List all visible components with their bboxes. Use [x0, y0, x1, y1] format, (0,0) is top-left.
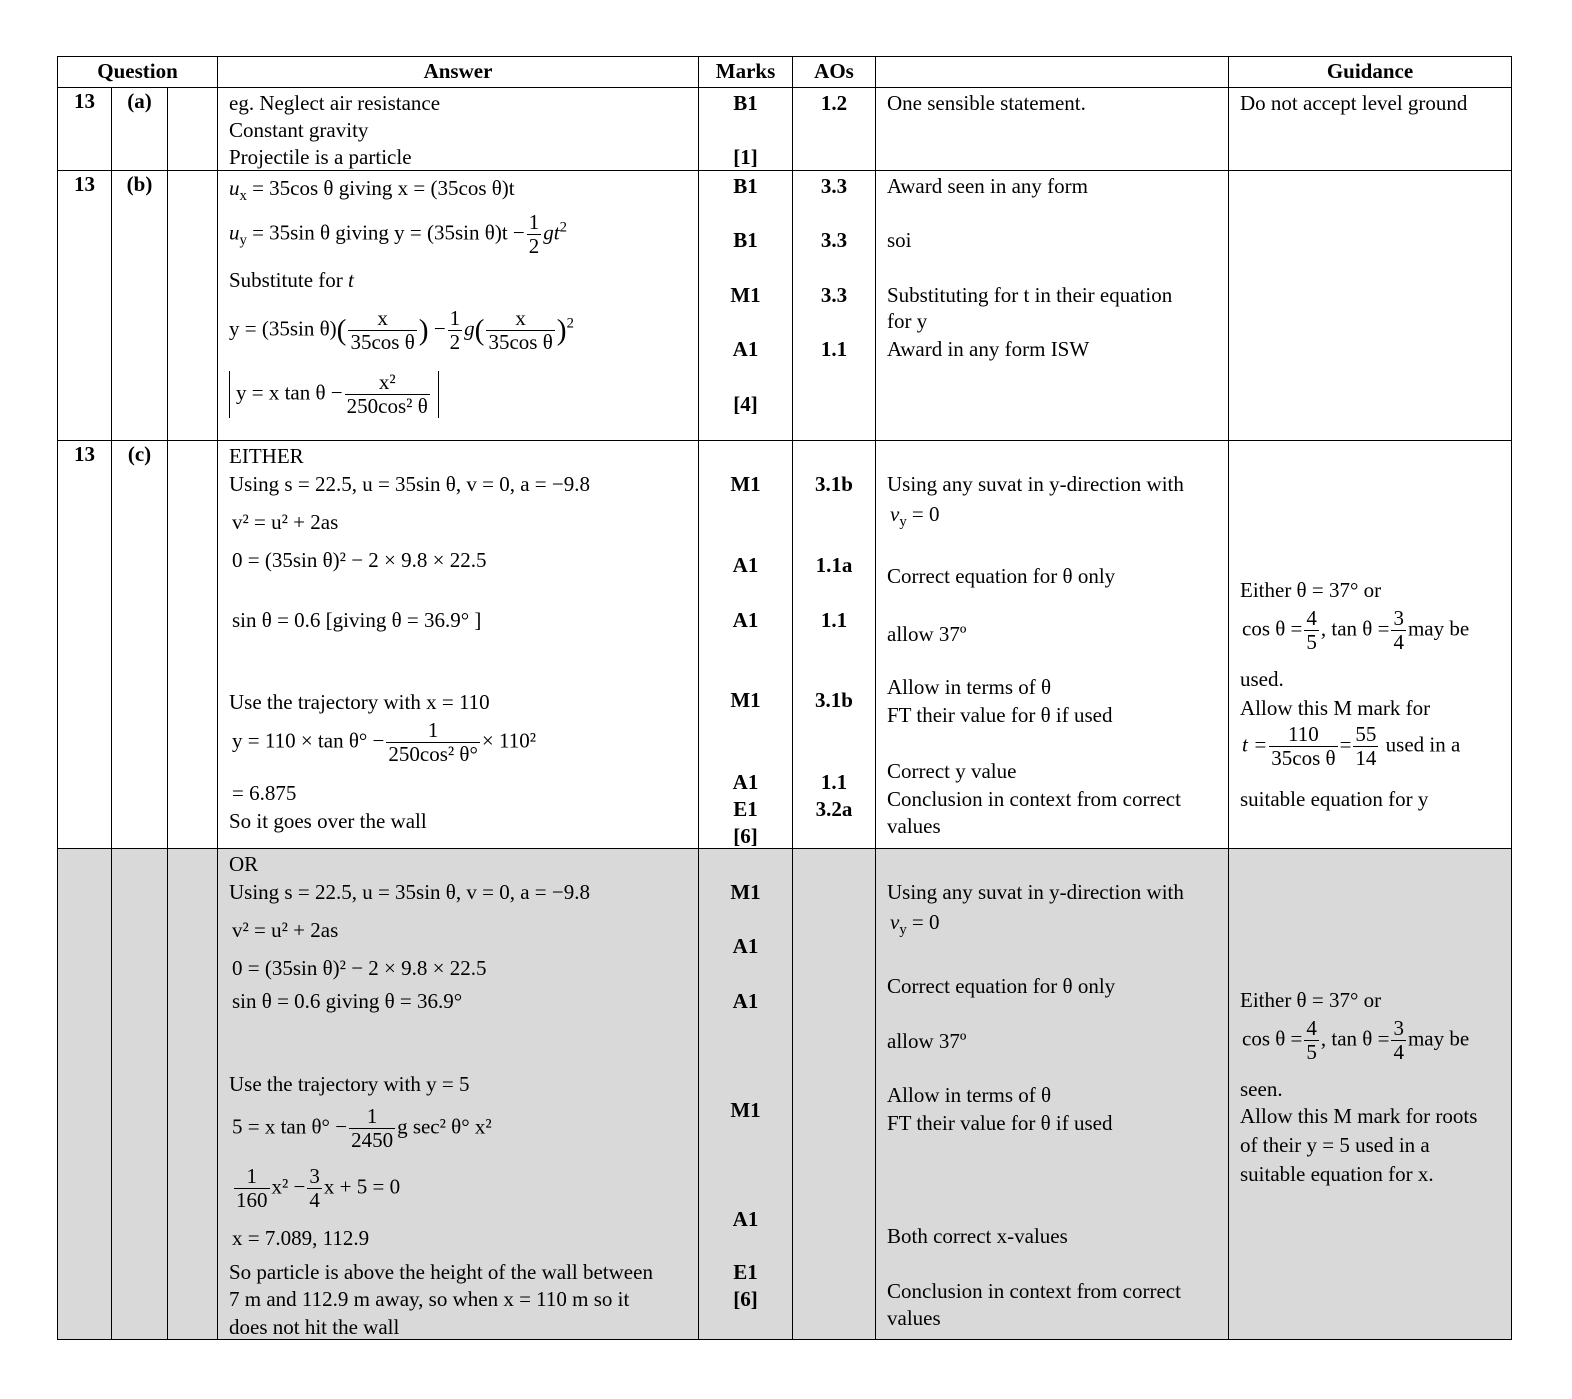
mark: A1 — [732, 770, 759, 794]
guidance: cos θ = $\frac{4}{5}$ , tan θ = $\frac{3}{4}$ may be — [1242, 1016, 1470, 1065]
answer-line: OR — [229, 852, 259, 876]
answer-line: 5 = x tan θ° − $\frac{1}{2450}$ g sec² θ° x² — [232, 1104, 492, 1153]
comment-cell — [876, 441, 1229, 849]
comment: Conclusion in context from correct — [887, 787, 1181, 811]
mark: A1 — [732, 553, 759, 577]
guidance: Either θ = 37° or — [1240, 578, 1382, 602]
answer-line: sin θ = 0.6 giving θ = 36.9° — [232, 989, 463, 1013]
header-question: Question — [58, 57, 218, 88]
comment: Allow in terms of θ — [887, 1083, 1052, 1107]
answer-line: Using s = 22.5, u = 35sin θ, v = 0, a = −9.8 — [229, 880, 590, 904]
mark: A1 — [732, 934, 759, 958]
guidance: Do not accept level ground — [1240, 91, 1468, 115]
answer-line: does not hit the wall — [229, 1315, 400, 1339]
ao: 3.3 — [820, 228, 848, 252]
guidance: suitable equation for x. — [1240, 1162, 1434, 1186]
comment: soi — [887, 228, 912, 252]
mark: E1 — [733, 797, 758, 821]
guidance-cell — [1229, 849, 1512, 1340]
aos-cell — [793, 849, 876, 1340]
answer-line: v² = u² + 2as — [232, 510, 339, 534]
answer-cell — [218, 88, 699, 171]
mark-total: [6] — [733, 824, 758, 848]
mark: M1 — [730, 472, 761, 496]
comment: Award in any form ISW — [887, 337, 1090, 361]
question-subpart — [168, 88, 218, 171]
row-13c-or — [58, 849, 1512, 1340]
ao: 3.1b — [815, 472, 853, 496]
guidance: seen. — [1240, 1077, 1283, 1101]
mark: B1 — [733, 174, 758, 198]
marks-cell — [699, 171, 793, 441]
answer-cell — [218, 441, 699, 849]
answer-line: Using s = 22.5, u = 35sin θ, v = 0, a = −9.8 — [229, 472, 590, 496]
answer-line: 0 = (35sin θ)² − 2 × 9.8 × 22.5 — [232, 956, 487, 980]
comment: FT their value for θ if used — [887, 1111, 1113, 1135]
comment: Both correct x-values — [887, 1224, 1068, 1248]
question-number — [58, 849, 112, 1340]
comment: values — [887, 814, 941, 838]
mark: E1 — [733, 1260, 758, 1284]
mark: B1 — [733, 91, 758, 115]
answer-line: $u_x = 35\cos$ θ giving x = (35cos θ)t — [229, 176, 515, 205]
answer-line: EITHER — [229, 444, 304, 468]
answer-cell — [218, 171, 699, 441]
ao: 3.2a — [815, 797, 853, 821]
guidance: Allow this M mark for — [1240, 696, 1431, 720]
ao: 1.2 — [820, 91, 848, 115]
guidance: cos θ = $\frac{4}{5}$ , tan θ = $\frac{3}{4}$ may be — [1242, 606, 1470, 655]
guidance-cell — [1229, 171, 1512, 441]
comment-cell — [876, 849, 1229, 1340]
question-number: 13 — [58, 88, 112, 171]
comment: allow 37º — [887, 1029, 967, 1053]
guidance: of their y = 5 used in a — [1240, 1133, 1430, 1157]
comment: $v_y = 0$ — [890, 910, 940, 939]
mark: B1 — [733, 228, 758, 252]
question-subpart — [168, 171, 218, 441]
answer-line: y = 110 × tan θ° − $\frac{1}{\text{250cos² θ°}}$ × 110² — [232, 718, 536, 767]
comment: Conclusion in context from correct — [887, 1279, 1181, 1303]
guidance: suitable equation for y — [1240, 787, 1429, 811]
mark: M1 — [730, 688, 761, 712]
answer-line: Use the trajectory with x = 110 — [229, 690, 490, 714]
question-part: (a) — [112, 88, 168, 171]
answer-line: v² = u² + 2as — [232, 918, 339, 942]
answer-line: y = (35sin θ)( $\frac{x}{\text{35cos θ}}$ ) − $\frac{1}{2}$ g( $\frac{x}{\text{35cos θ}}$ )$^2$ — [229, 306, 574, 355]
answer-line: $u_y = 35\sin$ θ giving y = (35sin θ)t − $\frac{1}{2}$ $gt^2$ — [229, 210, 567, 259]
ao: 1.1 — [820, 770, 848, 794]
comment: Using any suvat in y-direction with — [887, 472, 1184, 496]
answer-line: y = x tan θ − $\frac{\text{x²}}{\text{250cos² θ}}$ — [229, 371, 439, 418]
comment: Award seen in any form — [887, 174, 1089, 198]
mark: A1 — [732, 1207, 759, 1231]
question-subpart — [168, 849, 218, 1340]
ao: 1.1 — [820, 337, 848, 361]
answer-line: Constant gravity — [229, 118, 369, 142]
marks-cell — [699, 88, 793, 171]
comment: Correct equation for θ only — [887, 564, 1116, 588]
aos-cell — [793, 171, 876, 441]
header-guidance: Guidance — [1229, 57, 1512, 88]
marks-cell — [699, 849, 793, 1340]
mark-total: [6] — [733, 1287, 758, 1311]
header-answer: Answer — [218, 57, 699, 88]
comment-cell — [876, 171, 1229, 441]
ao: 1.1 — [820, 608, 848, 632]
comment: FT their value for θ if used — [887, 703, 1113, 727]
ao: 3.1b — [815, 688, 853, 712]
mark: A1 — [732, 989, 759, 1013]
mark-total: [4] — [733, 392, 758, 416]
ao: 3.3 — [820, 283, 848, 307]
mark: M1 — [730, 283, 761, 307]
row-13c-either — [58, 441, 1512, 849]
comment: Correct y value — [887, 759, 1017, 783]
answer-line: $\frac{1}{160}$ x² − $\frac{3}{4}$ x + 5 = 0 — [236, 1164, 401, 1213]
marks-cell — [699, 441, 793, 849]
mark-scheme-table — [57, 56, 1512, 1340]
mark: A1 — [732, 337, 759, 361]
header-marks: Marks — [699, 57, 793, 88]
guidance: Allow this M mark for roots — [1240, 1104, 1478, 1128]
mark: A1 — [732, 608, 759, 632]
answer-line: sin θ = 0.6 [giving θ = 36.9° ] — [232, 608, 482, 632]
comment-cell — [876, 88, 1229, 171]
answer-cell — [218, 849, 699, 1340]
comment: One sensible statement. — [887, 91, 1086, 115]
aos-cell — [793, 441, 876, 849]
mark: M1 — [730, 1098, 761, 1122]
row-13b — [58, 171, 1512, 441]
answer-line: Substitute for t — [229, 268, 354, 292]
ao: 3.3 — [820, 174, 848, 198]
answer-line: 0 = (35sin θ)² − 2 × 9.8 × 22.5 — [232, 548, 487, 572]
ao: 1.1a — [815, 553, 853, 577]
question-part — [112, 849, 168, 1340]
comment: Correct equation for θ only — [887, 974, 1116, 998]
guidance: t = $\frac{110}{\text{35cos θ}}$ = $\frac{55}{14}$ used in a — [1242, 722, 1461, 771]
answer-line: So it goes over the wall — [229, 809, 427, 833]
row-13a — [58, 88, 1512, 171]
header-blank — [876, 57, 1229, 88]
header-aos: AOs — [793, 57, 876, 88]
mark-total: [1] — [733, 145, 758, 169]
question-part: (c) — [112, 441, 168, 849]
answer-line: So particle is above the height of the wall between — [229, 1260, 653, 1284]
comment: $v_y = 0$ — [890, 502, 940, 531]
answer-line: Projectile is a particle — [229, 145, 412, 169]
guidance-cell — [1229, 88, 1512, 171]
guidance-cell — [1229, 441, 1512, 849]
question-number: 13 — [58, 171, 112, 441]
header-row — [58, 57, 1512, 88]
comment: for y — [887, 309, 928, 333]
answer-line: 7 m and 112.9 m away, so when x = 110 m so it — [229, 1287, 630, 1311]
comment: Allow in terms of θ — [887, 675, 1052, 699]
aos-cell — [793, 88, 876, 171]
comment: values — [887, 1306, 941, 1330]
comment: Substituting for t in their equation — [887, 283, 1173, 307]
answer-line: eg. Neglect air resistance — [229, 91, 441, 115]
mark: M1 — [730, 880, 761, 904]
answer-line: x = 7.089, 112.9 — [232, 1226, 370, 1250]
guidance: Either θ = 37° or — [1240, 988, 1382, 1012]
guidance: used. — [1240, 667, 1284, 691]
comment: Using any suvat in y-direction with — [887, 880, 1184, 904]
comment: allow 37º — [887, 622, 967, 646]
question-number: 13 — [58, 441, 112, 849]
answer-line: Use the trajectory with y = 5 — [229, 1072, 470, 1096]
answer-line: = 6.875 — [232, 781, 297, 805]
question-subpart — [168, 441, 218, 849]
question-part: (b) — [112, 171, 168, 441]
